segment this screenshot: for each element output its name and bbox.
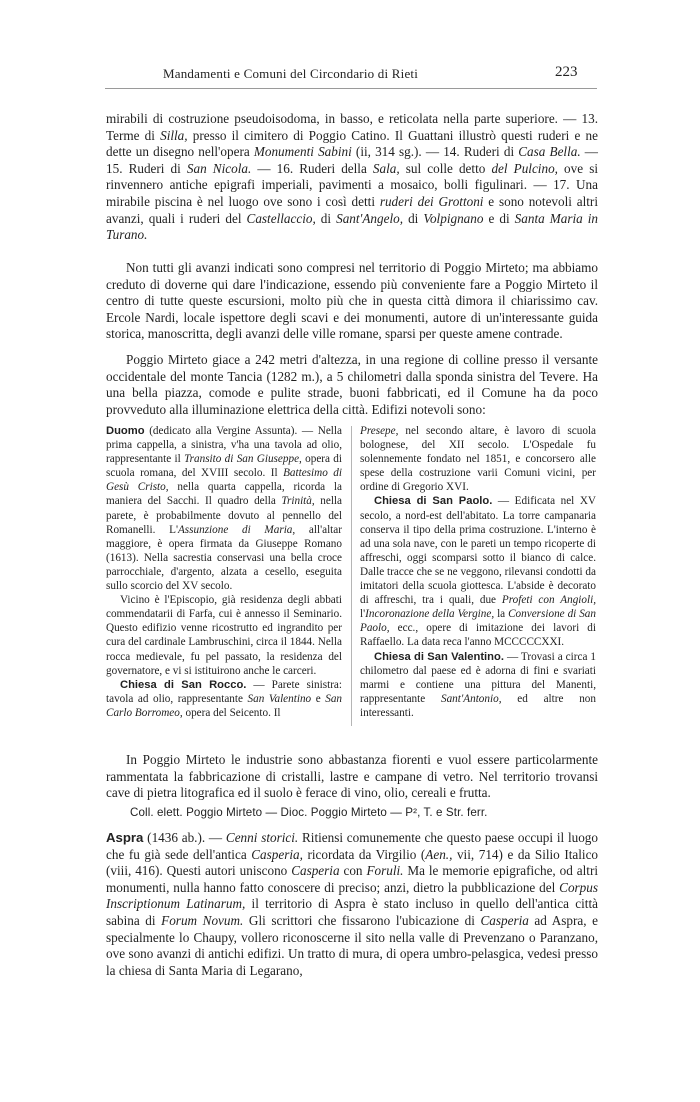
running-header: Mandamenti e Comuni del Circondario di Rieti (163, 66, 419, 81)
header-rule (105, 88, 597, 89)
duomo-entry: Duomo (dedicato alla Vergine Assunta). — Nella prima cappella, a sinistra, v'ha una tavola ad olio, rappresentante il Transito di San Giuseppe, opera di scuola romana, del XVIII secolo. Il Battesimo di Gesù Cristo, nella quarta cappella, ricorda la maniera del Sacchi. Il quadro della Trinità, nella parete, è probabilmente dovuto al pennello del Romanelli. L'Assunzione di Maria, all'altar maggiore, è opera firmata da Giuseppe Romano (1613). Nella sacrestia conservasi una bella croce parrocchiale, d'argento, alzata a cesello, eseguita sullo scorcio del XV secolo. (106, 425, 343, 593)
right-column (360, 424, 596, 720)
paragraph-aspra: Aspra (1436 ab.). — Cenni storici. Ritiensi comunemente che questo paese occupi il luogo che fu già sede dell'antica Casperia, ricordata da Virgilio (Aen., vii, 714) e da Silio Italico (viii, 416). Questi autori uniscono Casperia con Foruli. Ma le memorie epigrafiche, od altri monumenti, nulla hanno fatto conoscere di preciso; anzi, dietro la pubblicazione del Corpus Inscriptionum Latinarum, il territorio di Aspra è stato incluso in quello dell'antica città sabina di Forum Novum. Gli scrittori che fissarono l'ubicazione di Casperia ad Aspra, e specialmente lo Chaupy, vollero riconoscerne il sito nella valle di Prevenzano o Paranzano, ove sono avanzi di antichi edifizi. Un tratto di mura, di opera umbro-pelasgica, vedesi presso la chiesa di Santa Maria di Legarano, (106, 830, 599, 978)
electoral-info: Coll. elett. Poggio Mirteto — Dioc. Poggio Mirteto — P², T. e Str. ferr. (130, 806, 488, 819)
left-column (106, 424, 342, 720)
san-rocco-entry: Chiesa di San Rocco. — Parete sinistra: tavola ad olio, rappresentante San Valentino e San Carlo Borromeo, opera del Seicento. Il (106, 678, 342, 719)
column-divider (351, 426, 352, 726)
page-number: 223 (555, 64, 578, 80)
paragraph-industries: In Poggio Mirteto le industrie sono abbastanza fiorenti e vuol essere particolarmente rammentata la fabbricazione di cristalli, lastre e campane di vetro. Nel territorio trovansi cave di pietra litografica ed il suolo è ferace di vino, olio, cereali e frutta. (106, 752, 598, 801)
paragraph-poggio-mirteto: Poggio Mirteto giace a 242 metri d'altezza, in una regione di colline presso il versante occidentale del monte Tancia (1282 m.), a 5 chilometri dalla sponda sinistra del Tevere. Ha una bella piazza, comode e pulite strade, buoni fabbricati, ed il Comune ha da poco provveduto alla illuminazione elettrica della città. Edifizi notevoli sono: (106, 352, 598, 417)
episcopio-entry: Vicino è l'Episcopio, già residenza degli abbati commendatarii di Farfa, cui è annesso il Seminario. Questo edifizio venne ricostrutto ed ingrandito per cura del cardinale Lambruschini, circa il 1844. Nella rocca medievale, fu pel passato, la residenza del governatore, e vi si istituirono anche le carceri. (106, 594, 342, 677)
two-column-section (106, 424, 598, 729)
paragraph-ruins-list: mirabili di costruzione pseudoisodoma, in basso, e reticolata nella parte superiore. — 13. Terme di Silla, presso il cimitero di Poggio Catino. Il Guattani illustrò questi ruderi e ne dette un disegno nell'opera Monumenti Sabini (ii, 314 sg.). — 14. Ruderi di Casa Bella. — 15. Ruderi di San Nicola. — 16. Ruderi della Sala, sul colle detto del Pulcino, ove si rinvennero antiche epigrafi imperiali, pavimenti a mosaico, bolli figulinari. — 17. Una mirabile piscina è nel luogo ove sono i così detti ruderi dei Grottoni e sono notevoli altri avanzi, quali i ruderi del Castellaccio, di Sant'Angelo, di Volpignano e di Santa Maria in Turano. (106, 111, 599, 243)
san-paolo-entry: Chiesa di San Paolo. — Edificata nel XV secolo, a nord-est dell'abitato. La torre campanaria conserva il tipo della prima costruzione. L'interno è ad una sola nave, con le pareti un tempo ricoperte di affreschi, oggi scomparsi sotto il bianco di calce. Dalle tracce che se ne veggono, rilevansi condotti da imitatori della scuola giottesca. L'abside è decorato di affreschi, tra i quali, due Profeti con Angioli, l'Incoronazione della Vergine, la Conversione di San Paolo, ecc., opere di imitazione dei lavori di Raffaello. La data reca l'anno MCCCCCXXI. (360, 495, 596, 649)
san-valentino-entry: Chiesa di San Valentino. — Trovasi a circa 1 chilometro dal paese ed è adorna di fini e svariati marmi e contiene una pittura del Manenti, rappresentante Sant'Antonio, ed altre non interessanti. (360, 650, 597, 719)
paragraph-nardi: Non tutti gli avanzi indicati sono compresi nel territorio di Poggio Mirteto; ma abbiamo creduto di doverne qui dare l'indicazione, essendo più conveniente fare a Poggio Mirteto il centro di tutte queste escursioni, molto più che in questa città dimora il chiarissimo cav. Ercole Nardi, locale ispettore degli scavi e dei monumenti, autore di un'interessante guida storica, manoscritta, degli avanzi delle ville romane, sparsi per queste amene contrade. (106, 260, 598, 342)
presepe-entry: Presepe, nel secondo altare, è lavoro di scuola bolognese, del XII secolo. L'Ospedale fu solennemente fondato nel 1851, e concorsero alle spese della costruzione varii Comuni vicini, per ordine di Gregorio XVI. (360, 425, 596, 494)
